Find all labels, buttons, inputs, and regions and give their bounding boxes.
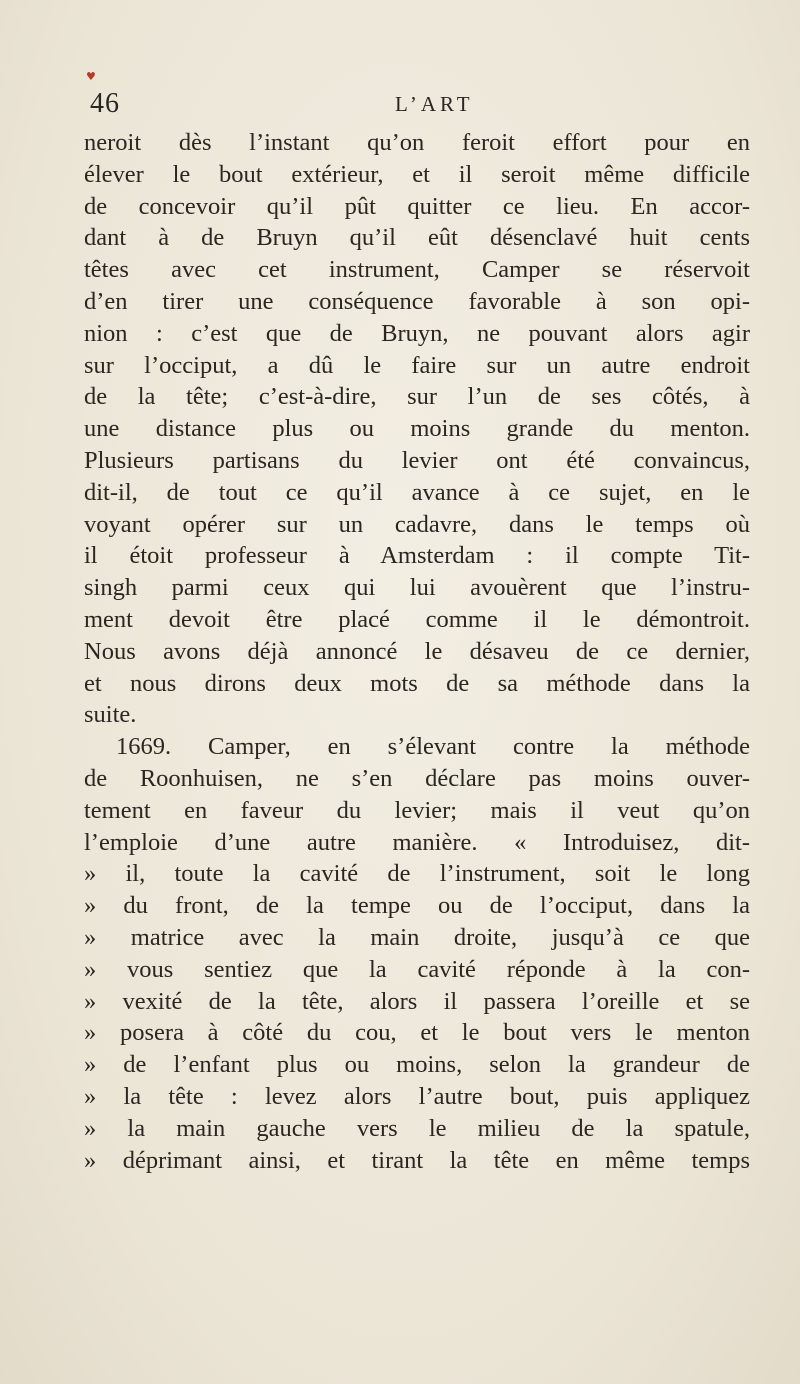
- text-line: ment devoit être placé comme il le démontroit.: [84, 605, 750, 633]
- text-line: » déprimant ainsi, et tirant la tête en même temps: [84, 1146, 750, 1174]
- text-line: Plusieurs partisans du levier ont été convaincus,: [84, 446, 750, 474]
- text-line: » posera à côté du cou, et le bout vers le menton: [84, 1019, 750, 1047]
- text-line: » matrice avec la main droite, jusqu’à ce que: [84, 923, 750, 951]
- text-line: Nous avons déjà annoncé le désaveu de ce dernier,: [84, 637, 750, 665]
- text-line: suite.: [84, 701, 137, 729]
- text-line: de Roonhuisen, ne s’en déclare pas moins ouver-: [84, 764, 750, 792]
- text-line: d’en tirer une conséquence favorable à son opi-: [84, 287, 750, 315]
- text-line: dant à de Bruyn qu’il eût désenclavé huit cents: [84, 224, 750, 252]
- text-line: neroit dès l’instant qu’on feroit effort pour en: [84, 129, 750, 156]
- text-line: sur l’occiput, a dû le faire sur un autre endroit: [84, 351, 750, 379]
- running-head: L’ART: [395, 92, 474, 116]
- text-line: » il, toute la cavité de l’instrument, soit le long: [84, 860, 750, 888]
- text-line: nion : c’est que de Bruyn, ne pouvant alors agir: [84, 319, 750, 347]
- text-line: » vous sentiez que la cavité réponde à la con-: [84, 955, 750, 983]
- text-line: têtes avec cet instrument, Camper se réservoit: [84, 256, 750, 284]
- page-header: [90, 88, 730, 128]
- text-line: » de l’enfant plus ou moins, selon la grandeur de: [84, 1051, 750, 1079]
- text-line: » du front, de la tempe ou de l’occiput, dans la: [84, 892, 750, 920]
- text-line: » vexité de la tête, alors il passera l’oreille et se: [84, 987, 750, 1015]
- body-text: [84, 127, 750, 1176]
- text-line: de la tête; c’est-à-dire, sur l’un de ses côtés, à: [84, 383, 750, 411]
- text-line: tement en faveur du levier; mais il veut qu’on: [84, 796, 750, 824]
- text-line: dit-il, de tout ce qu’il avance à ce sujet, en le: [84, 478, 750, 506]
- text-line: » la tête : levez alors l’autre bout, puis appliquez: [84, 1082, 750, 1110]
- text-line: une distance plus ou moins grande du menton.: [84, 415, 750, 443]
- text-line: 1669. Camper, en s’élevant contre la méthode: [116, 733, 750, 761]
- text-line: voyant opérer sur un cadavre, dans le temps où: [84, 510, 750, 538]
- text-line: élever le bout extérieur, et il seroit même difficile: [84, 160, 750, 188]
- text-line: il étoit professeur à Amsterdam : il compte Tit-: [84, 542, 750, 570]
- text-line: et nous dirons deux mots de sa méthode dans la: [84, 669, 750, 697]
- text-line: singh parmi ceux qui lui avouèrent que l’instru-: [84, 574, 750, 602]
- ink-mark: ♥: [86, 70, 96, 83]
- text-line: de concevoir qu’il pût quitter ce lieu. En accor-: [84, 192, 750, 220]
- page-number: 46: [90, 88, 120, 119]
- text-line: l’emploie d’une autre manière. « Introduisez, dit-: [84, 828, 750, 856]
- text-line: » la main gauche vers le milieu de la spatule,: [84, 1114, 750, 1142]
